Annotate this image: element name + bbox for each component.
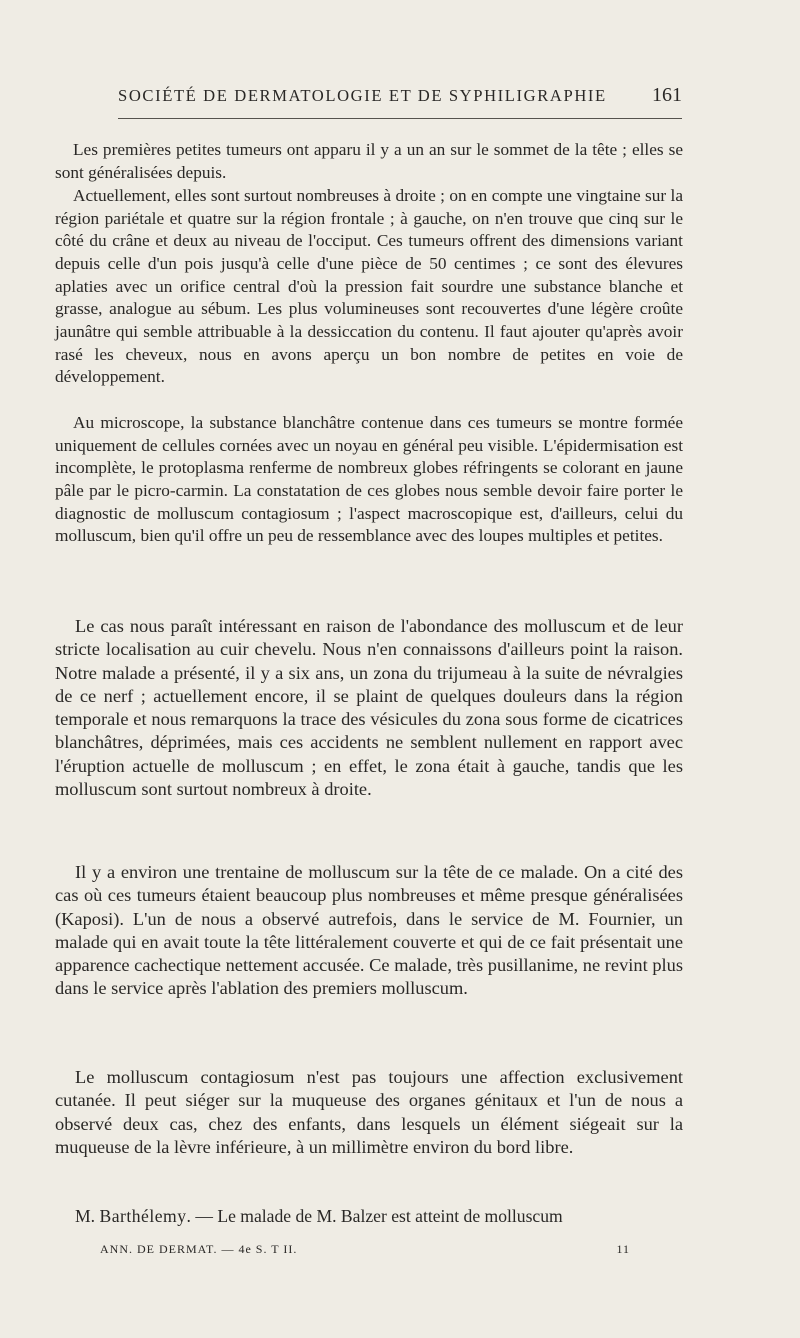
discussion-line: [75, 1206, 683, 1227]
header-rule: [118, 118, 682, 119]
paragraph-2: Actuellement, elles sont surtout nombreuses à droite ; on en compte une vingtaine sur la région pariétale et quatre sur la région frontale ; à gauche, on n'en trouve que cinq sur le côté du crâne et deux au niveau de l'occiput. Ces tumeurs offrent des dimensions variant depuis celle d'un pois jusqu'à celle d'une pièce de 50 centimes ; ce sont des élevures aplaties avec un orifice central d'où la pression fait sourdre une substance blanche et grasse, analogue au sébum. Les plus volumineuses sont recouvertes d'une légère croûte jaunâtre qui semble attribuable à la dessiccation du contenu. Il faut ajouter qu'après avoir rasé les cheveux, nous en avons aperçu un bon nombre de petites en voie de développement.: [55, 186, 683, 387]
paragraph-6: Le molluscum contagiosum n'est pas toujours une affection exclusivement cutanée. Il peut siéger sur la muqueuse des organes génitaux et l'un de nous a observé deux cas, chez des enfants, dans lesquels un élément siégeait sur la muqueuse de la lèvre inférieure, à un millimètre environ du bord libre.: [55, 1067, 683, 1157]
discussion-text: . — Le malade de M. Balzer est atteint de molluscum: [186, 1206, 563, 1226]
speaker-name: Barthélemy: [99, 1206, 187, 1226]
page-number: 161: [652, 84, 682, 106]
paragraph-3: Au microscope, la substance blanchâtre contenue dans ces tumeurs se montre formée uniquement de cellules cornées avec un noyau en général peu visible. L'épidermisation est incomplète, le protoplasma renferme de nombreux globes réfringents se colorant en jaune pâle par le picro-carmin. La constatation de ces globes nous semble devoir faire porter le diagnostic de molluscum contagiosum ; l'aspect macroscopique est, d'ailleurs, celui du molluscum, bien qu'il offre un peu de ressemblance avec des loupes multiples et petites.: [55, 413, 683, 546]
running-header: [118, 84, 682, 107]
speaker-prefix: M.: [75, 1206, 96, 1226]
page-footer: [100, 1242, 630, 1257]
journal-reference: ANN. DE DERMAT. — 4e S. T II.: [100, 1242, 298, 1256]
running-title: SOCIÉTÉ DE DERMATOLOGIE ET DE SYPHILIGRAPHIE: [118, 86, 607, 105]
paragraph-4: Le cas nous paraît intéressant en raison de l'abondance des molluscum et de leur stricte localisation au cuir chevelu. Nous n'en connaissons d'ailleurs point la raison. Notre malade a présenté, il y a six ans, un zona du trijumeau à la suite de névralgies de ce nerf ; actuellement encore, il se plaint de quelques douleurs dans la région temporale et nous remarquons la trace des vésicules du zona sous forme de cicatrices blanchâtres, déprimées, mais ces accidents ne semblent nullement en rapport avec l'éruption actuelle de molluscum ; en effet, le zona était à gauche, tandis que les molluscum sont surtout nombreux à droite.: [55, 616, 683, 800]
paragraph-5: Il y a environ une trentaine de molluscum sur la tête de ce malade. On a cité des cas où ces tumeurs étaient beaucoup plus nombreuses et même presque généralisées (Kaposi). L'un de nous a observé autrefois, dans le service de M. Fournier, un malade qui en avait toute la tête littéralement couverte et qui de ce fait présentait une apparence cachectique nettement accusée. Ce malade, très pusillanime, ne revint plus dans le service après l'ablation des premiers molluscum.: [55, 862, 683, 999]
paragraph-1: Les premières petites tumeurs ont apparu il y a un an sur le sommet de la tête ; elles se sont généralisées depuis.: [55, 140, 683, 182]
signature-mark: 11: [616, 1242, 630, 1256]
